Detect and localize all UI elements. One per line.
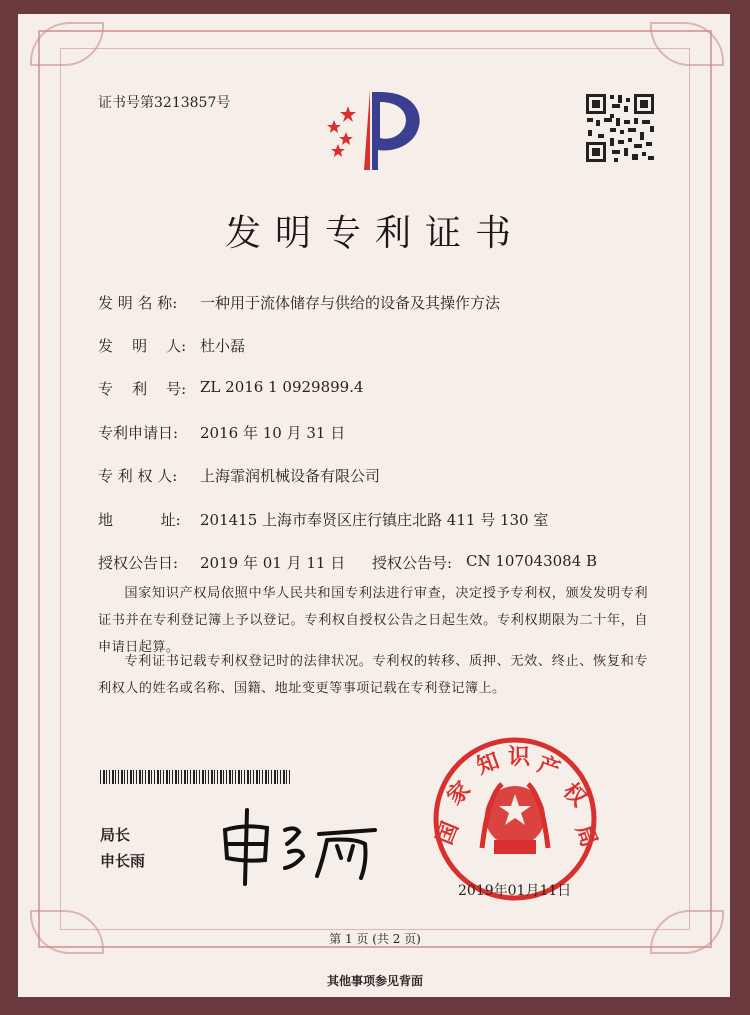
invention-name-label: 发 明 名 称: — [98, 294, 178, 312]
invention-name-value: 一种用于流体储存与供给的设备及其操作方法 — [200, 294, 501, 312]
grant-number-value: CN 107043084 B — [466, 552, 598, 570]
svg-text:产: 产 — [533, 751, 564, 784]
svg-text:国: 国 — [431, 818, 464, 849]
director-title: 局长 — [100, 826, 131, 844]
seal-date: 2019年01月11日 — [458, 883, 572, 899]
grant-date-value: 2019 年 01 月 11 日 — [200, 554, 346, 572]
handwritten-signature-icon — [215, 800, 385, 890]
filing-date-value: 2016 年 10 月 31 日 — [200, 424, 346, 442]
patent-number-value: ZL 2016 1 0929899.4 — [200, 378, 364, 396]
statement-paragraph-1: 国家知识产权局依照中华人民共和国专利法进行审查，决定授予专利权，颁发发明专利证书并在专利登记簿上予以登记。专利权自授权公告之日起生效。专利权期限为二十年，自申请日起算。 — [98, 586, 648, 655]
patentee-value: 上海霏润机械设备有限公司 — [200, 467, 381, 485]
statement-paragraph-2: 专利证书记载专利权登记时的法律状况。专利权的转移、质押、无效、终止、恢复和专利权人的姓名或名称、国籍、地址变更等事项记载在专利登记簿上。 — [98, 654, 648, 696]
svg-text:知: 知 — [473, 747, 503, 780]
inventor-value: 杜小磊 — [200, 337, 246, 355]
svg-text:局: 局 — [570, 821, 603, 851]
director-name: 申长雨 — [100, 852, 146, 870]
patentee-label: 专 利 权 人: — [98, 467, 178, 485]
qr-code-icon — [584, 92, 656, 164]
barcode-icon — [100, 770, 290, 784]
footer-note: 其他事项参见背面 — [326, 974, 423, 988]
filing-date-label: 专利申请日: — [98, 424, 179, 442]
certificate-number: 证书号第3213857号 — [98, 95, 231, 111]
inventor-label: 发 明 人: — [98, 337, 187, 355]
grant-date-label: 授权公告日: — [98, 554, 179, 572]
svg-text:家: 家 — [441, 776, 476, 811]
svg-text:权: 权 — [557, 777, 592, 812]
page-indicator: 第 1 页 (共 2 页) — [329, 932, 421, 946]
cnipa-logo-icon — [318, 86, 438, 176]
svg-text:识: 识 — [508, 744, 531, 770]
official-seal-icon — [431, 736, 603, 902]
patent-number-label: 专 利 号: — [98, 380, 187, 398]
address-value: 201415 上海市奉贤区庄行镇庄北路 411 号 130 室 — [200, 511, 549, 529]
certificate-title: 发明专利证书 — [224, 213, 525, 254]
grant-number-label: 授权公告号: — [372, 554, 453, 572]
address-label: 地 址: — [98, 511, 181, 529]
